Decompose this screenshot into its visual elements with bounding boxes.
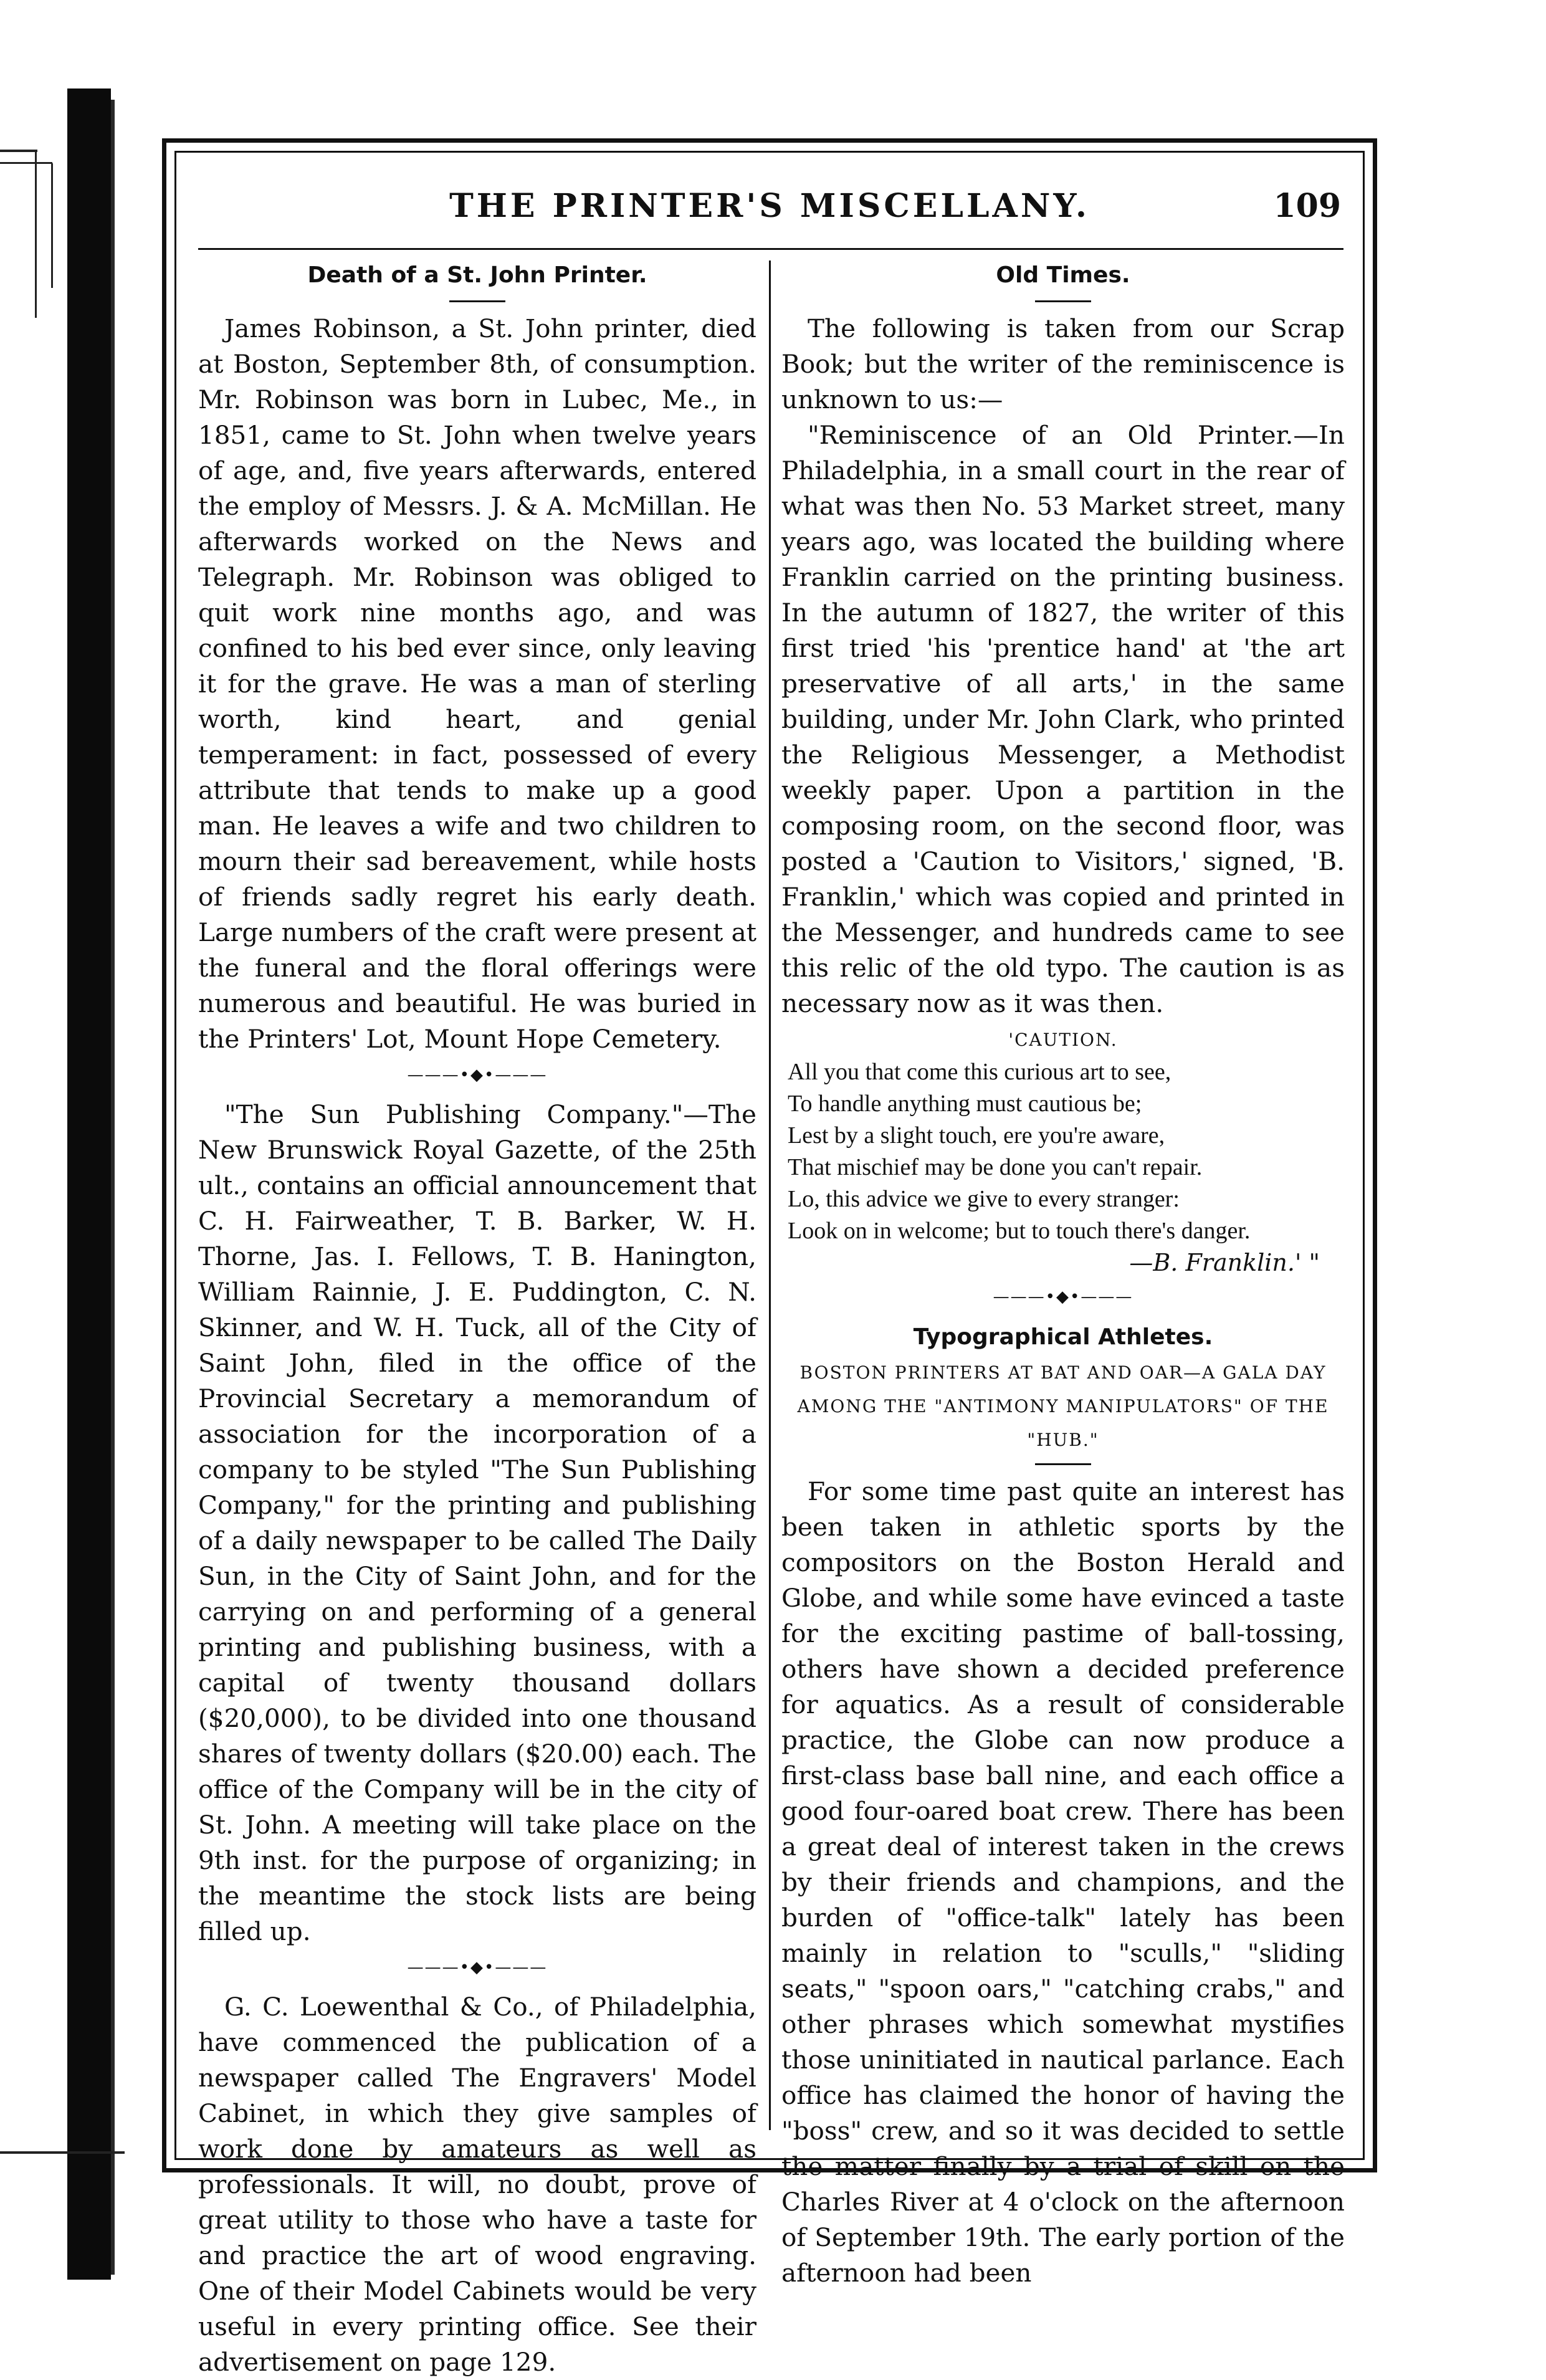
running-header bbox=[187, 174, 1352, 234]
article-body-sun: "The Sun Publishing Company."—The New Brunswick Royal Gazette, of the 25th ult., contains an official announcement that C. H. Fairweather, T. B. Barker, W. H. Thorne, Jas. I. Fellows, T. B. Hanington, William Rainnie, J. E. Puddington, C. N. Skinner, and W. H. Tuck, all of the City of Saint John, filed in the office of the Provincial Secretary a memorandum of association for the incorporation of a company to be styled "The Sun Publishing Company," for the printing and publishing of a daily newspaper to be called The Daily Sun, in the City of Saint John, and for the carrying on and performing of a general printing and publishing business, with a capital of twenty thousand dollars ($20,000), to be divided into one thousand shares of twenty dollars ($20.00) each. The office of the Company will be in the city of St. John. A meeting will take place on the 9th inst. for the purpose of organizing; in the meantime the stock lists are being filled up. bbox=[198, 1099, 756, 1946]
margin-mark bbox=[0, 150, 37, 152]
margin-mark bbox=[51, 163, 53, 288]
ornament-divider: ———•◆•——— bbox=[407, 1958, 548, 1977]
margin-mark bbox=[0, 2151, 125, 2154]
title-rule bbox=[1035, 300, 1091, 302]
verse-line: Lo, this advice we give to every stranger: bbox=[788, 1186, 1180, 1212]
verse-line: All you that come this curious art to see, bbox=[788, 1059, 1171, 1085]
title-rule bbox=[449, 300, 505, 302]
running-head-title: THE PRINTER'S MISCELLANY. bbox=[449, 187, 1090, 225]
book-spine-shadow bbox=[67, 88, 111, 2280]
page-number: 109 bbox=[1273, 187, 1341, 225]
verse-signature: —B. Franklin.' " bbox=[1129, 1249, 1320, 1276]
margin-mark bbox=[35, 150, 37, 318]
right-column bbox=[781, 257, 1345, 2291]
reminiscence-body: "Reminiscence of an Old Printer.—In Philadelphia, in a small court in the rear of what was then No. 53 Market street, many years ago, was located the building where Franklin carried on the printing business. In the autumn of 1827, the writer of this first tried 'his 'prentice hand' at 'the art preservative of all arts,' in the same building, under Mr. John Clark, who printed the Religious Messenger, a Methodist weekly paper. Upon a partition in the composing room, on the second floor, was posted a 'Caution to Visitors,' signed, 'B. Franklin,' which was copied and printed in the Messenger, and hundreds came to see this relic of the old typo. The caution is as necessary now as it was then. bbox=[781, 420, 1345, 1018]
ornament-divider: ———•◆•——— bbox=[407, 1066, 548, 1084]
caution-heading: 'CAUTION. bbox=[1008, 1030, 1118, 1050]
article-body-athletes: For some time past quite an interest has been taken in athletic sports by the compositors on the Boston Herald and Globe, and while some have evinced a taste for the exciting pastime of ball-tossing, others have shown a decided preference for aquatics. As a result of considerable practice, the Globe can now produce a first-class base ball nine, and each office a good four-oared boat crew. There has been a great deal of interest taken in the crews by their friends and champions, and the burden of "office-talk" lately has been mainly in relation to "sculls," "sliding seats," "spoon oars," "catching crabs," and other phrases which somewhat mystifies those uninitiated in nautical parlance. Each office has claimed the honor of having the "boss" crew, and so it was decided to settle the matter finally by a trial of skill on the Charles River at 4 o'clock on the afternoon of September 19th. The early portion of the afternoon had been bbox=[781, 1476, 1345, 2288]
title-rule bbox=[1035, 1463, 1091, 1465]
article-title-old-times: Old Times. bbox=[996, 262, 1130, 288]
article-title-athletes: Typographical Athletes. bbox=[913, 1324, 1213, 1350]
article-body-loewenthal: G. C. Loewenthal & Co., of Philadelphia, have commenced the publication of a newspaper called The Engravers' Model Cabinet, in which they give samples of work done by amateurs as well as professionals. It will, no doubt, prove of great utility to those who have a taste for and practice the art of wood engraving. One of their Model Cabinets would be very useful in every printing office. See their advertisement on page 129. bbox=[198, 1992, 756, 2377]
book-spine-edge bbox=[111, 100, 115, 2275]
article-subheading-athletes: BOSTON PRINTERS AT BAT AND OAR—A GALA DAY AMONG THE "ANTIMONY MANIPULATORS" OF THE "HUB." bbox=[797, 1362, 1329, 1450]
left-column bbox=[198, 257, 756, 2380]
old-times-intro: The following is taken from our Scrap Book; but the writer of the reminiscence is unknown to us:— bbox=[781, 313, 1345, 414]
verse-line: That mischief may be done you can't repair. bbox=[788, 1154, 1203, 1180]
verse-line: Lest by a slight touch, ere you're aware, bbox=[788, 1122, 1165, 1149]
column-divider bbox=[769, 260, 771, 2130]
header-rule bbox=[198, 248, 1343, 250]
article-body-death: James Robinson, a St. John printer, died at Boston, September 8th, of consumption. Mr. Robinson was born in Lubec, Me., in 1851, came to St. John when twelve years of age, and, five years afterwards, entered the employ of Messrs. J. & A. McMillan. He afterwards worked on the News and Telegraph. Mr. Robinson was obliged to quit work nine months ago, and was confined to his bed ever since, only leaving it for the grave. He was a man of sterling worth, kind heart, and genial temperament: in fact, possessed of every attribute that tends to make up a good man. He leaves a wife and two children to mourn their sad bereavement, while hosts of friends sadly regret his early death. Large numbers of the craft were present at the funeral and the floral offerings were numerous and beautiful. He was buried in the Printers' Lot, Mount Hope Cemetery. bbox=[198, 313, 756, 1054]
ornament-divider: ———•◆•——— bbox=[993, 1288, 1133, 1306]
verse-line: To handle anything must cautious be; bbox=[788, 1091, 1142, 1117]
verse-line: Look on in welcome; but to touch there's danger. bbox=[788, 1218, 1251, 1244]
margin-mark bbox=[0, 162, 52, 164]
article-title-death: Death of a St. John Printer. bbox=[307, 262, 647, 288]
caution-verse bbox=[788, 1056, 1345, 1247]
